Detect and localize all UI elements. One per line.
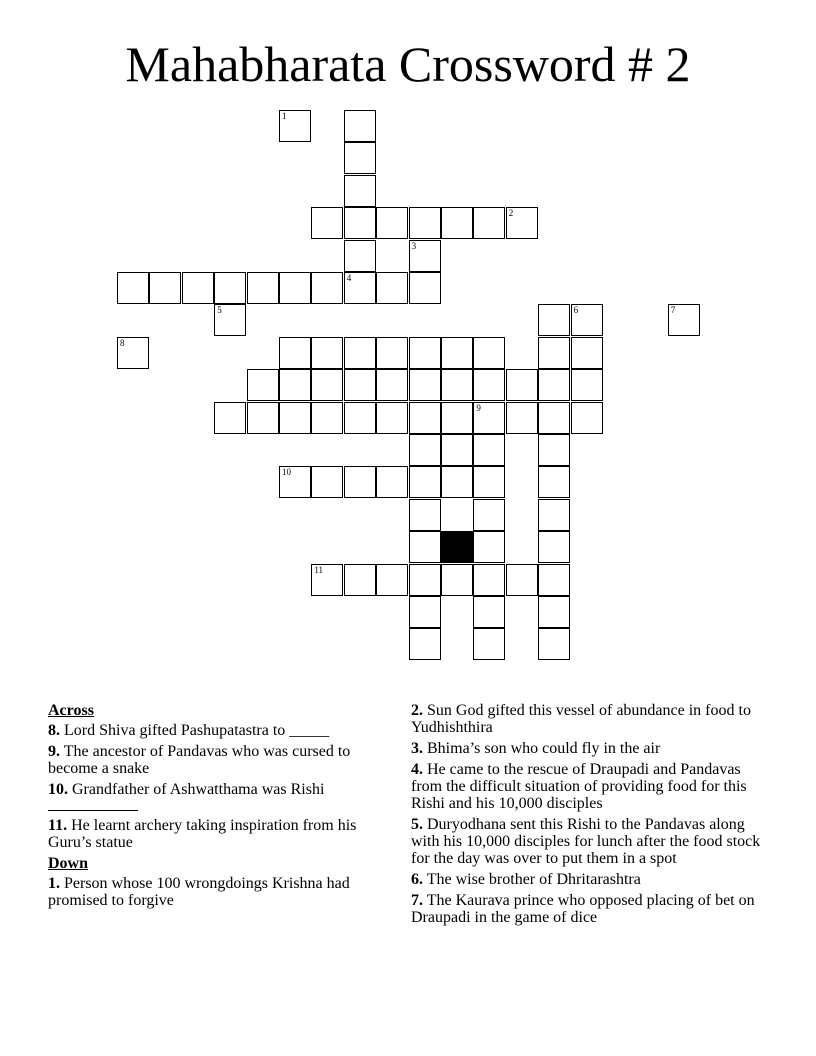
grid-cell[interactable] [311, 369, 343, 401]
grid-cell[interactable] [117, 337, 149, 369]
grid-cell[interactable] [279, 402, 311, 434]
grid-cell[interactable] [538, 628, 570, 660]
grid-cell[interactable] [538, 369, 570, 401]
clue-number: 6. [411, 871, 423, 888]
grid-cell[interactable] [473, 564, 505, 596]
grid-cell[interactable] [279, 466, 311, 498]
clue-text: Duryodhana sent this Rishi to the Pandavas along with his 10,000 disciples for lunch after the food stock for the day was over to put them in a spot [411, 816, 761, 867]
grid-cell[interactable] [538, 564, 570, 596]
clue-text: Lord Shiva gifted Pashupatastra to _____ [64, 722, 330, 739]
grid-cell[interactable] [149, 272, 181, 304]
grid-cell[interactable] [538, 531, 570, 563]
grid-cell[interactable] [344, 272, 376, 304]
grid-cell[interactable] [344, 142, 376, 174]
grid-cell[interactable] [279, 369, 311, 401]
clue-number-label: 11 [314, 564, 324, 575]
grid-cell[interactable] [571, 337, 603, 369]
grid-cell[interactable] [117, 272, 149, 304]
grid-cell[interactable] [538, 304, 570, 336]
grid-cell[interactable] [473, 531, 505, 563]
grid-cell[interactable] [409, 207, 441, 239]
clue-number: 1. [48, 875, 60, 892]
grid-cell[interactable] [344, 369, 376, 401]
black-square [441, 531, 473, 563]
grid-cell[interactable] [441, 337, 473, 369]
grid-cell[interactable] [473, 628, 505, 660]
grid-cell[interactable] [538, 402, 570, 434]
grid-cell[interactable] [376, 369, 408, 401]
clue-number-label: 7 [670, 305, 676, 316]
grid-cell[interactable] [376, 337, 408, 369]
across-heading: Across [48, 702, 94, 719]
clue-text: He learnt archery taking inspiration from his Guru’s statue [48, 817, 357, 851]
grid-cell[interactable] [344, 207, 376, 239]
grid-cell[interactable] [409, 434, 441, 466]
down-heading: Down [48, 855, 89, 872]
grid-cell[interactable] [344, 337, 376, 369]
grid-cell[interactable] [441, 466, 473, 498]
clue-text: Sun God gifted this vessel of abundance in food to Yudhishthira [411, 702, 751, 736]
clue-text: Bhima’s son who could fly in the air [427, 740, 661, 757]
grid-cell[interactable] [409, 402, 441, 434]
clue-down-4 [411, 761, 771, 812]
grid-cell[interactable] [409, 240, 441, 272]
clues-right-column [411, 702, 771, 930]
grid-cell[interactable] [409, 596, 441, 628]
clue-number: 5. [411, 816, 423, 833]
grid-cell[interactable] [473, 596, 505, 628]
grid-cell[interactable] [538, 596, 570, 628]
clue-number-label: 8 [120, 337, 125, 348]
clue-number-label: 2 [508, 208, 514, 219]
clue-across-10 [48, 781, 378, 798]
grid-cell[interactable] [182, 272, 214, 304]
grid-cell[interactable] [311, 564, 343, 596]
clue-number-label: 9 [476, 402, 481, 413]
grid-cell[interactable] [279, 337, 311, 369]
grid-cell[interactable] [571, 402, 603, 434]
grid-cell[interactable] [279, 272, 311, 304]
clue-down-2 [411, 702, 771, 736]
grid-cell[interactable] [473, 369, 505, 401]
grid-cell[interactable] [409, 499, 441, 531]
clue-across-9 [48, 743, 378, 777]
grid-cell[interactable] [311, 402, 343, 434]
clue-text: He came to the rescue of Draupadi and Pandavas from the difficult situation of providing food for this Rishi and his 10,000 disciples [411, 761, 747, 812]
clue-number-label: 5 [217, 305, 222, 316]
grid-cell[interactable] [376, 272, 408, 304]
clue-number-label: 10 [282, 467, 291, 478]
clue-text: Grandfather of Ashwatthama was Rishi [72, 781, 325, 798]
grid-cell[interactable] [473, 337, 505, 369]
grid-cell[interactable] [311, 207, 343, 239]
grid-cell[interactable] [473, 402, 505, 434]
clue-text: The wise brother of Dhritarashtra [426, 871, 641, 888]
grid-cell[interactable] [538, 434, 570, 466]
grid-cell[interactable] [441, 369, 473, 401]
grid-cell[interactable] [473, 207, 505, 239]
answer-blank-line [48, 798, 138, 811]
grid-cell[interactable] [441, 564, 473, 596]
grid-cell[interactable] [409, 337, 441, 369]
grid-cell[interactable] [473, 466, 505, 498]
page-title: Mahabharata Crossword # 2 [125, 36, 691, 92]
grid-cell[interactable] [506, 207, 538, 239]
clue-number: 8. [48, 722, 60, 739]
grid-cell[interactable] [214, 402, 246, 434]
clue-number: 4. [411, 761, 423, 778]
clues-left-column [48, 702, 378, 913]
grid-cell[interactable] [344, 466, 376, 498]
clue-down-7 [411, 892, 771, 926]
grid-cell[interactable] [279, 110, 311, 142]
clue-number: 9. [48, 743, 60, 760]
grid-cell[interactable] [376, 402, 408, 434]
grid-cell[interactable] [441, 402, 473, 434]
clue-text: Person whose 100 wrongdoings Krishna had promised to forgive [48, 875, 350, 909]
clue-down-5 [411, 816, 771, 867]
grid-cell[interactable] [247, 402, 279, 434]
clue-number-label: 6 [573, 305, 579, 316]
grid-cell[interactable] [311, 337, 343, 369]
clue-number: 3. [411, 740, 423, 757]
grid-cell[interactable] [247, 272, 279, 304]
grid-cell[interactable] [311, 466, 343, 498]
grid-cell[interactable] [506, 402, 538, 434]
clue-number: 10. [48, 781, 68, 798]
grid-cell[interactable] [668, 304, 700, 336]
grid-cell[interactable] [214, 304, 246, 336]
clue-number: 7. [411, 892, 423, 909]
clue-text: The Kaurava prince who opposed placing of bet on Draupadi in the game of dice [411, 892, 755, 926]
grid-cell[interactable] [214, 272, 246, 304]
grid-cell[interactable] [506, 564, 538, 596]
grid-cell[interactable] [538, 466, 570, 498]
grid-cell[interactable] [441, 207, 473, 239]
grid-cell[interactable] [409, 272, 441, 304]
grid-cell[interactable] [344, 564, 376, 596]
grid-cell[interactable] [409, 628, 441, 660]
clue-number-label: 4 [346, 273, 352, 283]
grid-cell[interactable] [538, 337, 570, 369]
grid-cell[interactable] [247, 369, 279, 401]
clue-number-label: 1 [282, 111, 287, 121]
grid-cell[interactable] [311, 272, 343, 304]
grid-cell[interactable] [473, 434, 505, 466]
grid-cell[interactable] [344, 175, 376, 207]
grid-cell[interactable] [409, 564, 441, 596]
grid-cell[interactable] [409, 369, 441, 401]
grid-cell[interactable] [473, 499, 505, 531]
clue-down-6 [411, 871, 771, 888]
grid-cell[interactable] [571, 304, 603, 336]
grid-cell[interactable] [344, 110, 376, 142]
clue-number: 11. [48, 817, 68, 834]
grid-cell[interactable] [571, 369, 603, 401]
grid-cell[interactable] [376, 466, 408, 498]
grid-cell[interactable] [376, 207, 408, 239]
clue-down-1 [48, 875, 378, 909]
grid-cell[interactable] [409, 466, 441, 498]
clue-across-11 [48, 817, 378, 851]
grid-cell[interactable] [376, 564, 408, 596]
clue-number-label: 3 [411, 240, 417, 251]
grid-cell[interactable] [409, 531, 441, 563]
grid-cell[interactable] [538, 499, 570, 531]
clue-across-8 [48, 722, 378, 739]
grid-cell[interactable] [506, 369, 538, 401]
grid-cell[interactable] [441, 434, 473, 466]
clue-number: 2. [411, 702, 423, 719]
grid-cell[interactable] [344, 402, 376, 434]
grid-cell[interactable] [344, 240, 376, 272]
clue-down-3 [411, 740, 771, 757]
clue-text: The ancestor of Pandavas who was cursed to become a snake [48, 743, 351, 777]
